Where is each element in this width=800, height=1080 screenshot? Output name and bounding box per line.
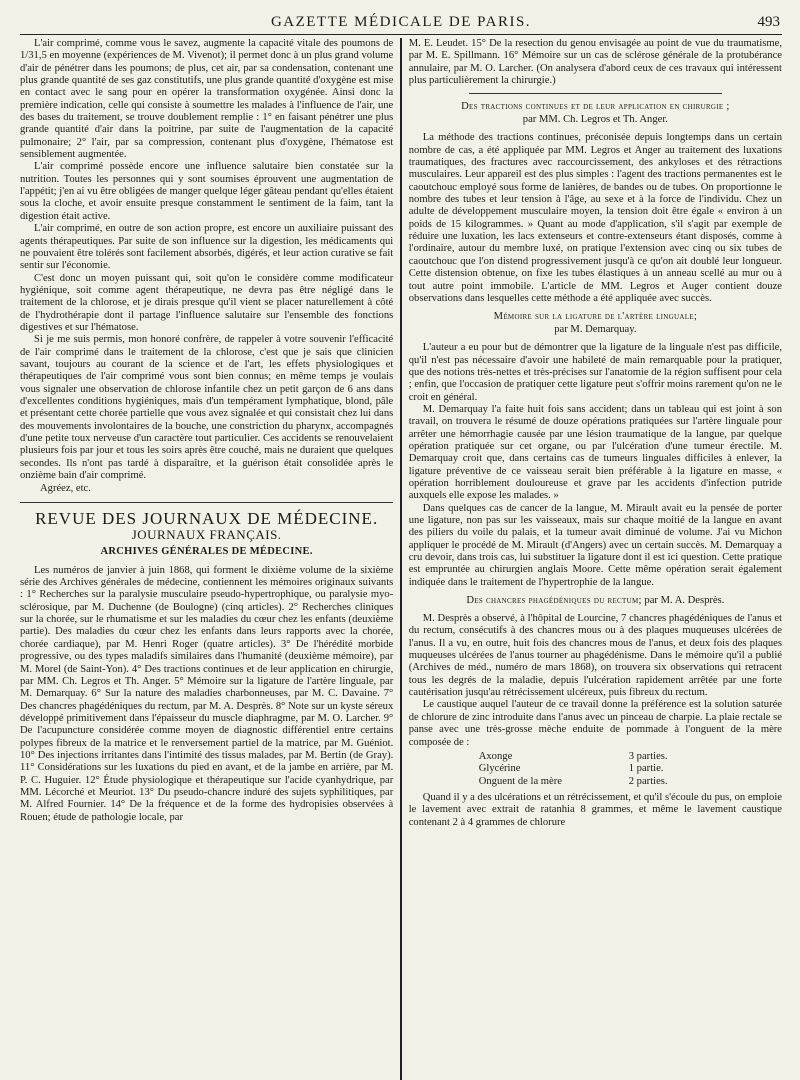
page-number: 493 (757, 14, 780, 30)
paragraph: C'est donc un moyen puissant qui, soit qu'on le considère comme modificateur hygiénique, soit comme agent thérapeutique, ne devra pas être négligé dans le traitement de la chlorose, et je dirais presque qu'il vient se placer naturellement à côté de l'hydrothérapie dont il partage l'influence salutaire sur l'ensemble des fonctions digestives et sur l'hématose. (20, 272, 394, 333)
divider (20, 502, 393, 503)
right-column (403, 38, 782, 1078)
article-heading (409, 100, 782, 126)
page-header (20, 10, 782, 35)
article-authors: par MM. Ch. Legros et Th. Anger. (522, 114, 668, 126)
left-column (20, 38, 399, 1078)
article-authors: par M. Demarquay. (554, 324, 637, 336)
recipe-row (479, 751, 739, 763)
recipe-list (479, 751, 739, 788)
paragraph: La méthode des tractions continues, préconisée depuis longtemps dans un certain nombre de cas, a été appliquée par MM. Legros et Anger au traitement des luxations traumatiques, des fractures avec raccourcissement, des ankyloses et des rétractions musculaires. Leur appareil est des plus simples : l'agent des tractions permanentes est le caoutchouc employé sous forme de lanières, de bandes ou de tubes. On proportionne le nombre des tubes et leur tension à l'âge, au sexe et à la force de l'individu. Chez un adulte de développement musculaire moyen, la tension doit être égale « environ à un poids de 15 kilogrammes. » Quant au mode d'application, s'il s'agit par exemple de réduire une luxation, les lacs extenseurs et contre-extenseurs étant disposés, comme à l'ordinaire, autour du membre luxé, on pratique l'extension avec cinq ou six tubes de caoutchouc que l'on distend progressivement jusqu'à ce qu'on ait doublé leur longueur. Cette distension obtenue, on fixe les tubes élastiques à un anneau scellé au mur ou à tout autre point immobile. L'article de MM. Legros et Auger contient douze observations dans lesquelles cette méthode a été appliquée avec succès. (408, 132, 782, 304)
paragraph: L'air comprimé, comme vous le savez, augmente la capacité vitale des poumons de 1/31,5 en moyenne (expériences de M. Vivenot); il permet donc à un plus grand volume d'air de pénétrer dans les poumons; de plus, cet air, par sa condensation, contenant une plus grande quantité de ses gaz constitutifs, une plus grande quantité d'oxygène est mise en contact avec le sang pour en opérer la transformation oxygénée. Ainsi donc la première indication, celle qui consiste à soumettre les malades à l'influence de l'air, une des bases du traitement, se trouve doublement remplie : 1° en faisant pénétrer une plus grande quantité d'air dans la poitrine, par suite de l'augmentation de la capacité pulmonaire; 2° l'air, par sa compression, contenant plus d'oxygène, l'hématose est sensiblement augmentée. (20, 38, 394, 161)
paragraph: L'air comprimé, en outre de son action propre, est encore un auxiliaire puissant des agents thérapeutiques. Par suite de son influence sur la digestion, les médicaments qui ne pouvaient être tolérés sont facilement absorbés, digérés, et leur action curative se fait sentir sur l'économie. (20, 223, 394, 272)
paragraph: Dans quelques cas de cancer de la langue, M. Mirault avait eu la pensée de porter une ligature, non pas sur les vaisseaux, mais sur chaque moitié de la langue en avant des piliers du voile du palais, et la tumeur avait diminué de volume. J'ai vu Michon appliquer le procédé de M. Mirault (d'Angers) avec un certain succès. M. Demarquay a cru devoir, dans trois cas, lui substituer la ligature dont il est ici question. Cette pratique est empruntée au chirurgien anglais Moore. Cette même opération serait également indiquée dans le traitement de l'hypertrophie de la langue. (408, 502, 782, 588)
section-title: REVUE DES JOURNAUX DE MÉDECINE. (35, 508, 379, 528)
ingredient-qty: 2 parties. (628, 775, 668, 787)
paragraph: M. Demarquay l'a faite huit fois sans accident; dans un tableau qui est joint à son travail, on trouvera le résumé de douze opérations pratiquées sur l'artère linguale pour arrêter une hémorrhagie causée par une lésion traumatique de la langue, par quelque opération pratiquée sur cet organe, ou par l'ulcération d'une tumeur érectile. M. Demarquay croit que, dans certains cas de tumeurs linguales difficiles à enlever, la ligature préventive de ce vaisseau serait bien préférable à la ligature en masse, « opération horriblement douloureuse et grave par les accidents d'infection putride auxquels elle expose les malades. » (408, 403, 782, 502)
article-authors: par M. A. Desprès. (644, 595, 725, 607)
article-heading (409, 310, 782, 336)
closing-salutation: Agréez, etc. (40, 483, 91, 495)
journal-title: GAZETTE MÉDICALE DE PARIS. (270, 14, 532, 30)
paragraph: M. E. Leudet. 15° De la resection du genou envisagée au point de vue du traumatisme, par M. E. Spillmann. 16° Mémoire sur un cas de sclérose générale de la protubérance annulaire, par M. O. Larcher. (On analysera d'abord ceux de ces travaux qui intéressent plus particulièrement la chirurgie.) (408, 38, 782, 87)
paragraph: L'air comprimé possède encore une influence salutaire bien constatée sur la nutrition. Toutes les personnes qui y sont soumises éprouvent une augmentation de l'appétit; j'en ai vu être obligées de manger quelque léger gâteau pendant qu'elles étaient sous la cloche, et avoir ensuite presque constamment le sentiment de la faim, tant la digestion était active. (20, 161, 394, 222)
recipe-row (479, 776, 739, 788)
section-subtitle: JOURNAUX FRANÇAIS. (131, 527, 282, 543)
journal-heading: ARCHIVES GÉNÉRALES DE MÉDECINE. (100, 546, 313, 558)
ingredient-qty: 1 partie. (628, 763, 664, 775)
ingredient-name: Axonge (478, 750, 513, 762)
paragraph: L'auteur a eu pour but de démontrer que la ligature de la linguale n'est pas difficile, qu'il n'est pas nécessaire d'avoir une habileté de main remarquable pour la pratiquer, que des notions très-nettes et très-précises sur l'anatomie de la région suffisent pour cela ; enfin, que l'occasion de pratiquer cette ligature peut s'offrir moins rarement qu'on ne le croit en général. (408, 342, 782, 403)
paragraph: Les numéros de janvier à juin 1868, qui forment le dixième volume de la sixième série des Archives générales de médecine, contiennent les mémoires originaux suivants : 1° Recherches sur la paralysie musculaire pseudo-hypertrophique, ou paralysie myo-sclérosique, par M. Duchenne (de Boulogne) (cinq articles). 2° Recherches cliniques sur la chorée, sur le rhumatisme et sur les maladies du cœur chez les enfants (deuxième partie). Des maladies du cœur chez les enfants dans leurs rapports avec la chorée, chorée cardiaque), par M. Henri Roger (quatre articles). 3° De l'hérédité morbide progressive, ou des types maladifs similaires dans l'humanité (deuxième mémoire), par M. Morel (de Saint-Yon). 4° Des tractions continues et de leur application en chirurgie, par MM. Ch. Legros et Th. Anger. 5° Mémoire sur la ligature de l'artère linguale, par M. Demarquay. 6° Sur la nature des maladies charbonneuses, par M. C. Davaine. 7° Des chancres phagédéniques du rectum, par M. A. Desprès. 8° Note sur un kyste séreux développé primitivement dans l'épaisseur du muscle diaphragme, par M. O. Larcher. 9° De l'acupuncture considérée comme moyen de diagnostic différentiel entre certains polypes fibreux de la matrice et le renversement partiel de la matrice, par M. Guéniot. 10° Des injections irritantes dans l'intimité des tissus malades, par M. Bertin (de Gray). 11° Considérations sur les luxations du pied en avant, et de la jambe en arrière, par M. P. C. Huguier. 12° Étude physiologique et thérapeutique sur l'acide cyanhydrique, par MM. Lécorché et Meuriot. 13° Du pseudo-chancre induré des sujets syphilitiques, par M. Alfred Fournier. 14° De la fréquence et de la forme des hydropisies observées à Rouen; étude de pathologie locale, par (20, 564, 394, 823)
divider (469, 93, 722, 94)
recipe-row (479, 763, 739, 775)
article-heading (409, 594, 782, 607)
ingredient-qty: 3 parties. (628, 750, 668, 762)
article-title: Des tractions continues et de leur application en chirurgie ; (461, 101, 730, 113)
column-rule (400, 38, 401, 1080)
ingredient-name: Onguent de la mère (478, 775, 562, 787)
columns (20, 38, 782, 1080)
paragraph: Quand il y a des ulcérations et un rétrécissement, et qu'il s'écoule du pus, on emploie le lavement avec extrait de ratanhia 8 grammes, et même le lavement caustique contenant 2 à 4 grammes de chlorure (408, 792, 782, 828)
paragraph: M. Desprès a observé, à l'hôpital de Lourcine, 7 chancres phagédéniques de l'anus et du rectum, consécutifs à des chancres mous ou à des plaques muqueuses ulcérées de l'anus. Il a vu, en outre, huit fois des chancres mous de l'anus, et deux fois des plaques muqueuses ulcérées de l'anus tourner au phagédénisme. Dans le mémoire qu'il a publié (Archives de méd., numéro de mars 1868), on trouvera six observations qui retracent tous les degrés de la maladie, depuis l'ulcération rapidement arrêtée par une forte cautérisation jusqu'au rétrécissement ulcéreux, puis fibreux du rectum. (408, 613, 782, 699)
paragraph: Le caustique auquel l'auteur de ce travail donne la préférence est la solution saturée de chlorure de zinc introduite dans l'anus avec un pinceau de charpie. La plaie rectale se panse avec une très-grosse mèche enduite de pommade à l'onguent de la mère composée de : (408, 699, 782, 748)
article-title: Des chancres phagédéniques du rectum; (466, 595, 642, 607)
paragraph: Si je me suis permis, mon honoré confrère, de rappeler à votre souvenir l'efficacité de l'air comprimé dans le traitement de la chlorose, c'est que je sais que clinicien savant, toujours au courant de la science et de l'art, les effets physiologiques et thérapeutiques de l'air comprimé vous sont bien connus; en même temps je voulais vous signaler une observation de chlorose infantile chez un petit garçon de 6 ans dans d'excellentes conditions hygiéniques, mais d'un tempérament lymphatique, blond, pâle et présentant cette chorée partielle que vous avez signalée et qui consistait chez lui dans des mouvements involontaires de la bouche, une constriction du pharynx, accompagnés d'une petite toux nerveuse d'un caractère tout particulier. Ces accidents se renouvelaient plusieurs fois par jour et tous les soirs après être couché, mais ne duraient que quelques secondes. Ils n'ont pas tardé à disparaître, et la guérison était consolidée après le onzième bain d'air comprimé. (20, 334, 394, 482)
ingredient-name: Glycérine (478, 763, 521, 775)
article-title: Mémoire sur la ligature de l'artère linguale; (493, 311, 698, 323)
